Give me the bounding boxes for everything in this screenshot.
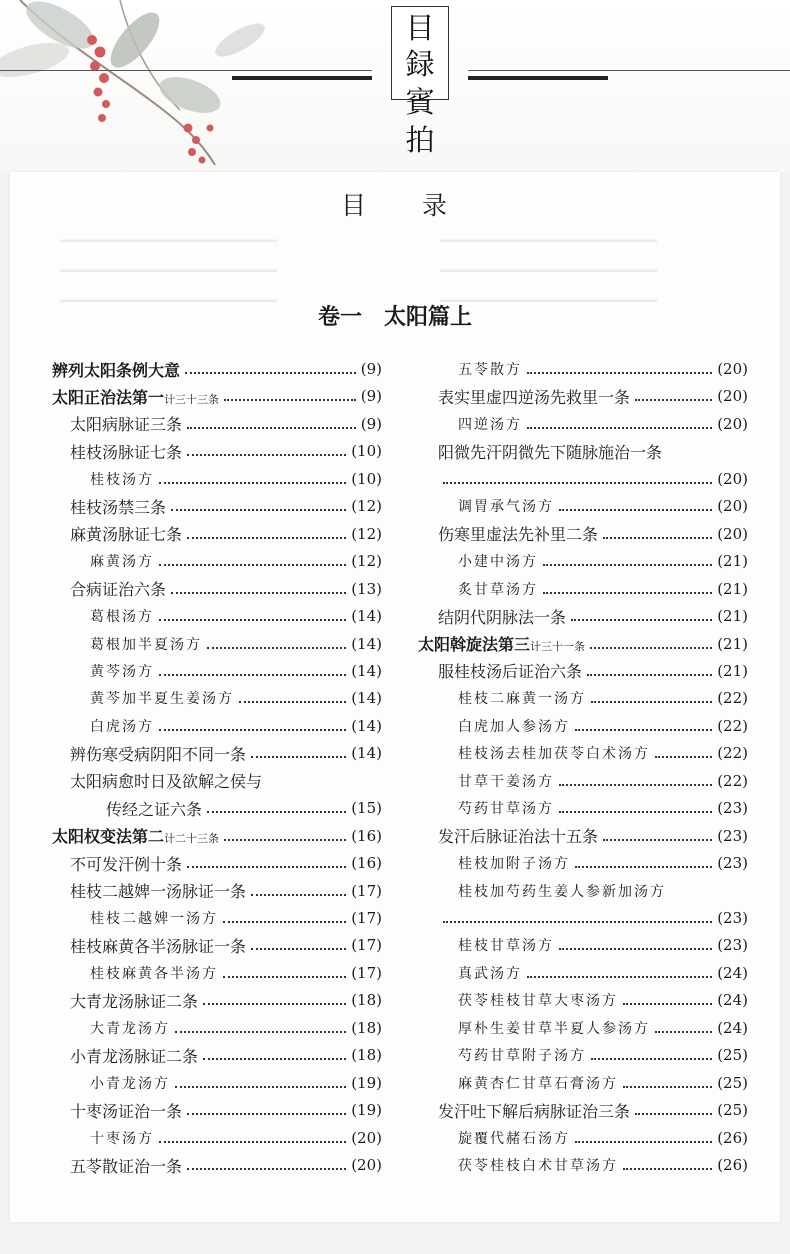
toc-entry-title: 炙甘草汤方 (458, 581, 538, 598)
toc-leader-dots (527, 427, 712, 429)
toc-entry (70, 412, 382, 436)
toc-entry (438, 659, 748, 683)
toc-page-number: (24) (717, 991, 748, 1010)
toc-page-number: (15) (351, 799, 382, 818)
toc-page-number: (14) (351, 634, 382, 653)
toc-leader-dots (171, 592, 346, 594)
toc-page-number: (17) (351, 936, 382, 955)
toc-page-number: (21) (717, 579, 748, 598)
toc-page-number: (12) (351, 524, 382, 543)
toc-entry (458, 357, 748, 381)
toc-leader-dots (559, 784, 712, 786)
toc-entry (90, 714, 382, 738)
toc-leader-dots (159, 729, 346, 731)
toc-leader-dots (203, 1058, 346, 1060)
toc-leader-dots (251, 756, 346, 758)
toc-entry (90, 686, 382, 710)
toc-leader-dots (623, 1003, 712, 1005)
toc-entry (438, 467, 748, 491)
toc-entry (438, 906, 748, 930)
toc-entry (438, 439, 748, 463)
toc-entry-title: 十枣汤证治一条 (70, 1101, 183, 1121)
toc-leader-dots (187, 427, 356, 429)
toc-entry (438, 604, 748, 628)
toc-page-number: (20) (351, 1128, 382, 1147)
toc-entry-title: 太阳正治法第一计三十三条 (52, 387, 220, 407)
toc-entry-title: 调胃承气汤方 (458, 499, 554, 516)
toc-leader-dots (575, 866, 712, 868)
toc-entry-title: 发汗吐下解后病脉证治三条 (438, 1101, 631, 1121)
toc-entry-title: 麻黄杏仁甘草石膏汤方 (458, 1075, 618, 1092)
header-bar-left (232, 76, 372, 80)
toc-leader-dots (159, 674, 346, 676)
toc-page-number: (22) (717, 689, 748, 708)
toc-page-number: (23) (717, 826, 748, 845)
toc-page-number: (20) (351, 1156, 382, 1175)
toc-leader-dots (185, 372, 356, 374)
toc-entry-title: 甘草干姜汤方 (458, 773, 554, 790)
toc-leader-dots (187, 537, 346, 539)
toc-leader-dots (575, 729, 712, 731)
toc-leader-dots (543, 564, 712, 566)
toc-page-number: (20) (717, 387, 748, 406)
toc-page-number: (24) (717, 1018, 748, 1037)
toc-leader-dots (623, 1086, 712, 1088)
toc-entry-title: 辨列太阳条例大意 (52, 360, 181, 380)
toc-page-number: (12) (351, 497, 382, 516)
toc-page-number: (20) (717, 360, 748, 378)
toc-entry-title: 太阳病愈时日及欲解之侯与 (70, 772, 263, 792)
toc-leader-dots (159, 482, 346, 484)
toc-entry-title: 不可发汗例十条 (70, 854, 183, 874)
header-title-char: 賓 (405, 85, 435, 119)
header-rule-left (0, 70, 372, 71)
toc-entry-count: 计三十一条 (530, 640, 586, 653)
toc-entry-title: 麻黄汤方 (90, 554, 154, 571)
toc-page-number: (21) (717, 552, 748, 571)
toc-leader-dots (223, 921, 346, 923)
toc-entry (438, 522, 748, 546)
toc-page-number: (22) (717, 771, 748, 790)
toc-entry (52, 824, 382, 848)
toc-entry (458, 879, 748, 903)
toc-leader-dots (590, 647, 712, 649)
toc-entry (458, 851, 748, 875)
toc-page-number: (13) (351, 579, 382, 598)
toc-entry (438, 1098, 748, 1122)
header-title-char: 録 (405, 47, 435, 81)
toc-entry-title: 五苓散证治一条 (70, 1156, 183, 1176)
toc-entry-count: 计二十三条 (164, 832, 220, 846)
toc-leader-dots (571, 619, 712, 621)
toc-page-number: (17) (351, 881, 382, 900)
toc-entry (90, 1126, 382, 1150)
toc-page-number: (20) (717, 497, 748, 516)
toc-page-number: (17) (351, 909, 382, 927)
toc-entry (458, 549, 748, 573)
toc-page-number: (21) (717, 607, 748, 626)
toc-entry-title: 桂枝二越婢一汤方 (90, 911, 218, 927)
toc-page-number: (24) (717, 963, 748, 982)
toc-entry-title: 桂枝汤脉证七条 (70, 442, 183, 462)
toc-entry (70, 494, 382, 518)
toc-page-number: (22) (717, 716, 748, 735)
toc-entry-title: 辨伤寒受病阴阳不同一条 (70, 744, 247, 764)
toc-page-number: (14) (351, 744, 382, 763)
toc-entry (458, 741, 748, 765)
toc-entry (458, 933, 748, 957)
toc-leader-dots (635, 399, 712, 401)
toc-page-number: (14) (351, 689, 382, 708)
toc-page-number: (20) (717, 524, 748, 543)
toc-entry-title: 合病证治六条 (70, 580, 167, 600)
toc-entry-title: 茯苓桂枝甘草大枣汤方 (458, 993, 618, 1010)
header-title-char: 拍 (405, 123, 435, 157)
toc-page-number: (19) (351, 1073, 382, 1092)
toc-entry-title: 葛根加半夏汤方 (90, 636, 202, 653)
toc-entry-title: 五苓散方 (458, 362, 522, 378)
toc-leader-dots (251, 894, 346, 896)
toc-leader-dots (223, 976, 346, 978)
toc-leader-dots (187, 1113, 346, 1115)
toc-page-number: (14) (351, 607, 382, 626)
toc-entry-title: 桂枝加附子汤方 (458, 856, 570, 873)
toc-entry-title: 旋覆代赭石汤方 (458, 1130, 570, 1147)
toc-leader-dots (171, 509, 346, 511)
toc-entry-title: 桂枝汤方 (90, 471, 154, 488)
toc-entry-title: 发汗后脉证治法十五条 (438, 827, 599, 847)
toc-leader-dots (591, 701, 712, 703)
toc-leader-dots (224, 839, 346, 841)
toc-entry (70, 1153, 382, 1177)
toc-page-number: (25) (717, 1073, 748, 1092)
toc-page-number: (20) (717, 469, 748, 488)
toc-entry-title: 茯苓桂枝白术甘草汤方 (458, 1158, 618, 1175)
header-rule-right (468, 70, 790, 71)
toc-leader-dots (443, 482, 712, 484)
toc-leader-dots (575, 1141, 712, 1143)
toc-entry (52, 357, 382, 381)
toc-entry-title: 桂枝二麻黄一汤方 (458, 691, 586, 708)
toc-entry (70, 879, 382, 903)
toc-leader-dots (203, 1003, 346, 1005)
toc-entry-count: 计三十三条 (164, 392, 220, 406)
toc-entry (458, 494, 748, 518)
toc-page-number: (10) (351, 442, 382, 461)
toc-entry (90, 632, 382, 656)
header-bar-right (468, 76, 608, 80)
toc-page-number: (23) (717, 909, 748, 927)
toc-leader-dots (623, 1168, 712, 1170)
toc-leader-dots (587, 674, 712, 676)
toc-entry-title: 芍药甘草汤方 (458, 801, 554, 818)
toc-leader-dots (655, 1031, 712, 1033)
toc-entry (70, 1098, 382, 1122)
toc-entry-title: 大青龙汤脉证二条 (70, 991, 199, 1011)
toc-entry (438, 824, 748, 848)
toc-entry-title: 葛根汤方 (90, 609, 154, 626)
toc-entry (90, 1016, 382, 1040)
toc-page-number: (12) (351, 552, 382, 571)
toc-entry (458, 714, 748, 738)
toc-entry (458, 796, 748, 820)
toc-entry (70, 988, 382, 1012)
toc-leader-dots (655, 756, 712, 758)
toc-entry-title: 太阳斡旋法第三计三十一条 (418, 635, 586, 654)
toc-entry (90, 961, 382, 985)
toc-entry-title: 小建中汤方 (458, 554, 538, 571)
toc-entry-title: 伤寒里虚法先补里二条 (438, 525, 599, 545)
toc-entry-title: 桂枝麻黄各半汤脉证一条 (70, 936, 247, 956)
toc-entry-title: 黄芩汤方 (90, 663, 154, 680)
toc-entry-title: 真武汤方 (458, 965, 522, 982)
toc-leader-dots (187, 1168, 346, 1170)
toc-entry-title: 结阴代阴脉法一条 (438, 607, 567, 627)
toc-page-number: (17) (351, 963, 382, 982)
toc-page-number: (25) (717, 1046, 748, 1065)
toc-entry (70, 933, 382, 957)
toc-entry (458, 988, 748, 1012)
toc-page-number: (16) (351, 854, 382, 873)
toc-entry-title: 小青龙汤脉证二条 (70, 1046, 199, 1066)
toc-leader-dots (635, 1113, 712, 1115)
branch-illustration (0, 0, 300, 172)
toc-entry-title: 四逆汤方 (458, 416, 522, 433)
toc-page-number: (23) (717, 854, 748, 873)
toc-leader-dots (159, 564, 346, 566)
toc-entry (70, 439, 382, 463)
toc-leader-dots (527, 976, 712, 978)
toc-page-number: (9) (360, 387, 382, 406)
toc-leader-dots (527, 372, 712, 374)
page-title: 目 录 (340, 191, 449, 220)
toc-entry (458, 686, 748, 710)
toc-entry (90, 1071, 382, 1095)
toc-entry (70, 851, 382, 875)
toc-entry (106, 796, 382, 820)
toc-entry-title: 桂枝汤去桂加茯苓白术汤方 (458, 746, 650, 763)
toc-page-number: (23) (717, 936, 748, 955)
toc-leader-dots (251, 948, 346, 950)
toc-entry (70, 769, 382, 793)
toc-leader-dots (559, 811, 712, 813)
toc-entry-title: 大青龙汤方 (90, 1020, 170, 1037)
toc-entry (90, 659, 382, 683)
header-title-char: 目 (405, 11, 435, 45)
toc-entry (70, 522, 382, 546)
toc-entry (70, 577, 382, 601)
toc-entry (458, 961, 748, 985)
toc-page-number: (14) (351, 661, 382, 680)
toc-entry-title: 芍药甘草附子汤方 (458, 1048, 586, 1065)
toc-page-number: (18) (351, 1046, 382, 1065)
toc-entry (458, 412, 748, 436)
toc-entry (70, 741, 382, 765)
toc-entry-title: 太阳病脉证三条 (70, 415, 183, 435)
toc-leader-dots (603, 537, 712, 539)
toc-entry-title: 厚朴生姜甘草半夏人参汤方 (458, 1020, 650, 1037)
toc-leader-dots (559, 948, 712, 950)
toc-entry (458, 1126, 748, 1150)
toc-entry (458, 769, 748, 793)
toc-leader-dots (603, 839, 712, 841)
header-banner (0, 0, 790, 172)
toc-entry-title: 小青龙汤方 (90, 1075, 170, 1092)
toc-leader-dots (559, 509, 712, 511)
toc-entry-title: 阳微先汗阴微先下随脉施治一条 (438, 442, 663, 462)
toc-entry-title: 黄芩加半夏生姜汤方 (90, 691, 234, 708)
toc-page-number: (19) (351, 1101, 382, 1120)
toc-leader-dots (175, 1086, 346, 1088)
toc-entry (52, 384, 382, 408)
toc-page-number: (10) (351, 469, 382, 488)
toc-page-number: (18) (351, 1018, 382, 1037)
toc-page-number: (9) (360, 414, 382, 433)
toc-entry (458, 1043, 748, 1067)
toc-page-number: (23) (717, 799, 748, 818)
toc-entry-title: 表实里虚四逆汤先救里一条 (438, 387, 631, 407)
toc-entry (458, 577, 748, 601)
toc-leader-dots (207, 811, 346, 813)
toc-page-number: (22) (717, 744, 748, 763)
toc-entry-title: 桂枝甘草汤方 (458, 938, 554, 955)
toc-entry-title: 白虎汤方 (90, 718, 154, 735)
toc-entry (70, 1043, 382, 1067)
toc-entry (458, 1153, 748, 1177)
toc-entry (90, 549, 382, 573)
toc-entry-title: 服桂枝汤后证治六条 (438, 662, 583, 682)
volume-heading: 卷一 太阳篇上 (317, 305, 472, 330)
toc-entry-title: 麻黄汤脉证七条 (70, 525, 183, 545)
toc-entry (90, 467, 382, 491)
toc-leader-dots (187, 454, 346, 456)
toc-entry-title: 桂枝加芍药生姜人参新加汤方 (458, 883, 666, 900)
toc-entry-title: 桂枝二越婢一汤脉证一条 (70, 882, 247, 902)
toc-page-number: (25) (717, 1101, 748, 1120)
toc-entry-title: 桂枝汤禁三条 (70, 497, 167, 517)
toc-leader-dots (239, 701, 346, 703)
toc-page-number: (26) (717, 1128, 748, 1147)
toc-entry (90, 906, 382, 930)
toc-entry (90, 604, 382, 628)
toc-leader-dots (224, 399, 356, 401)
toc-page-number: (20) (717, 414, 748, 433)
toc-entry-title: 桂枝麻黄各半汤方 (90, 965, 218, 982)
toc-entry-title: 白虎加人参汤方 (458, 718, 570, 735)
toc-leader-dots (175, 1031, 346, 1033)
toc-entry (418, 632, 748, 656)
toc-leader-dots (187, 866, 346, 868)
toc-leader-dots (207, 647, 346, 649)
toc-leader-dots (443, 921, 712, 923)
toc-page-number: (18) (351, 991, 382, 1010)
toc-page-number: (21) (717, 634, 748, 653)
toc-entry-title: 太阳权变法第二计二十三条 (52, 827, 220, 847)
toc-page-number: (21) (717, 661, 748, 680)
toc-entry (438, 384, 748, 408)
toc-leader-dots (159, 1141, 346, 1143)
toc-leader-dots (591, 1058, 712, 1060)
toc-entry-title: 传经之证六条 (106, 799, 203, 819)
toc-leader-dots (543, 592, 712, 594)
toc-entry (458, 1071, 748, 1095)
toc-page-number: (16) (351, 826, 382, 845)
toc-entry-title: 十枣汤方 (90, 1130, 154, 1147)
toc-page-number: (26) (717, 1156, 748, 1175)
toc-leader-dots (159, 619, 346, 621)
toc-page-number: (14) (351, 716, 382, 735)
toc-entry (458, 1016, 748, 1040)
toc-page-number: (9) (360, 360, 382, 378)
